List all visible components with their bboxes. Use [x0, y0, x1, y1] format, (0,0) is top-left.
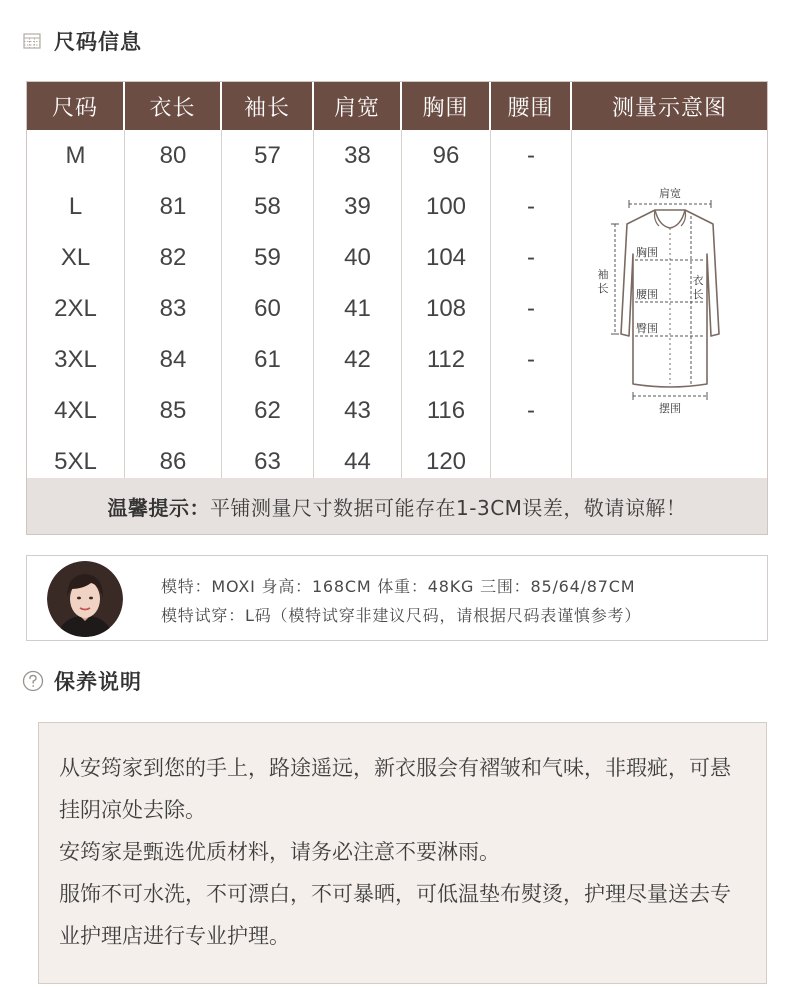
table-cell: 3XL — [54, 345, 97, 373]
diagram-label-length-1: 衣 — [692, 274, 703, 287]
column-sleeve — [222, 130, 314, 478]
table-cell: 120 — [425, 447, 467, 475]
table-cell: 61 — [254, 345, 281, 373]
model-avatar — [47, 561, 123, 637]
table-cell: 96 — [432, 141, 460, 169]
table-cell: 40 — [344, 243, 371, 271]
column-length — [125, 130, 222, 478]
table-cell: 112 — [426, 345, 466, 373]
table-cell: 4XL — [54, 396, 97, 424]
table-cell: 62 — [254, 396, 281, 424]
care-paragraph: 从安筠家到您的手上，路途遥远，新衣服会有褶皱和气味，非瑕疵，可悬挂阴凉处去除。 — [59, 756, 731, 822]
size-table-header — [27, 82, 767, 130]
diagram-label-shoulder: 肩宽 — [658, 187, 681, 200]
coat-measurement-diagram — [595, 184, 745, 424]
table-cell: 60 — [254, 294, 281, 322]
notice-text: 平铺测量尺寸数据可能存在1-3CM误差，敬请谅解！ — [210, 495, 687, 520]
table-cell: XL — [60, 243, 91, 271]
table-cell: - — [527, 294, 535, 322]
diagram-label-sleeve-2: 长 — [597, 282, 608, 295]
header-length: 衣长 — [125, 82, 222, 130]
table-cell: 57 — [254, 141, 281, 169]
table-cell: 42 — [344, 345, 371, 373]
table-cell: 84 — [159, 345, 187, 373]
table-cell: 116 — [426, 396, 466, 424]
column-size — [27, 130, 125, 478]
column-shoulder — [314, 130, 402, 478]
header-diagram: 测量示意图 — [611, 95, 727, 121]
header-size: 尺码 — [27, 82, 125, 130]
care-paragraph: 安筠家是甄选优质材料，请务必注意不要淋雨。 — [59, 840, 500, 864]
table-cell: 108 — [425, 294, 467, 322]
table-cell: - — [527, 141, 535, 169]
table-cell: 59 — [254, 243, 281, 271]
question-circle-icon — [22, 670, 44, 692]
table-cell: 100 — [425, 192, 467, 220]
model-stats: 模特：MOXI 身高：168CM 体重：48KG 三围：85/64/87CM — [161, 577, 636, 596]
column-chest — [402, 130, 491, 478]
measurement-notice — [27, 478, 767, 534]
table-cell: - — [527, 243, 535, 271]
header-shoulder: 肩宽 — [314, 82, 402, 130]
diagram-label-length-2: 长 — [692, 288, 703, 301]
table-cell: - — [527, 396, 535, 424]
size-info-title: 尺码信息 — [54, 30, 142, 54]
table-cell: - — [527, 345, 535, 373]
model-info-card — [26, 555, 768, 641]
model-fitting-note: 模特试穿：L码（模特试穿非建议尺码，请根据尺码表谨慎参考） — [161, 606, 642, 625]
diagram-label-waist: 腰围 — [635, 288, 658, 301]
table-cell: M — [65, 141, 86, 169]
table-cell: 5XL — [54, 447, 97, 475]
header-waist: 腰围 — [491, 82, 572, 130]
table-cell: 43 — [344, 396, 371, 424]
table-cell: 82 — [159, 243, 187, 271]
care-instructions-box — [38, 722, 767, 984]
table-cell: 85 — [159, 396, 187, 424]
table-cell: 63 — [254, 447, 281, 475]
column-waist — [491, 130, 572, 478]
header-chest: 胸围 — [402, 82, 491, 130]
table-cell: 41 — [344, 294, 371, 322]
table-cell: 38 — [344, 141, 371, 169]
size-table — [26, 81, 768, 535]
size-table-body — [27, 130, 767, 478]
table-cell: 80 — [159, 141, 187, 169]
diagram-label-chest: 胸围 — [635, 246, 658, 259]
size-info-header — [22, 26, 142, 56]
table-cell: 2XL — [54, 294, 97, 322]
diagram-label-hip: 臀围 — [635, 322, 658, 335]
table-cell: 58 — [254, 192, 281, 220]
table-cell: 83 — [159, 294, 187, 322]
notice-label: 温馨提示： — [107, 495, 211, 520]
diagram-label-hem: 摆围 — [658, 402, 681, 415]
measurement-diagram-cell — [572, 130, 767, 478]
table-cell: 44 — [344, 447, 371, 475]
header-sleeve: 袖长 — [222, 82, 314, 130]
table-cell: 86 — [159, 447, 187, 475]
table-cell: - — [527, 192, 535, 220]
table-cell: L — [68, 192, 83, 220]
table-grid-icon — [22, 31, 42, 51]
care-paragraph: 服饰不可水洗，不可漂白，不可暴晒，可低温垫布熨烫，护理尽量送去专业护理店进行专业护理。 — [59, 882, 731, 948]
care-title: 保养说明 — [54, 670, 142, 694]
table-cell: 104 — [425, 243, 467, 271]
care-header — [22, 666, 142, 696]
table-cell: 39 — [344, 192, 371, 220]
diagram-label-sleeve-1: 袖 — [597, 268, 608, 281]
table-cell: 81 — [159, 192, 187, 220]
